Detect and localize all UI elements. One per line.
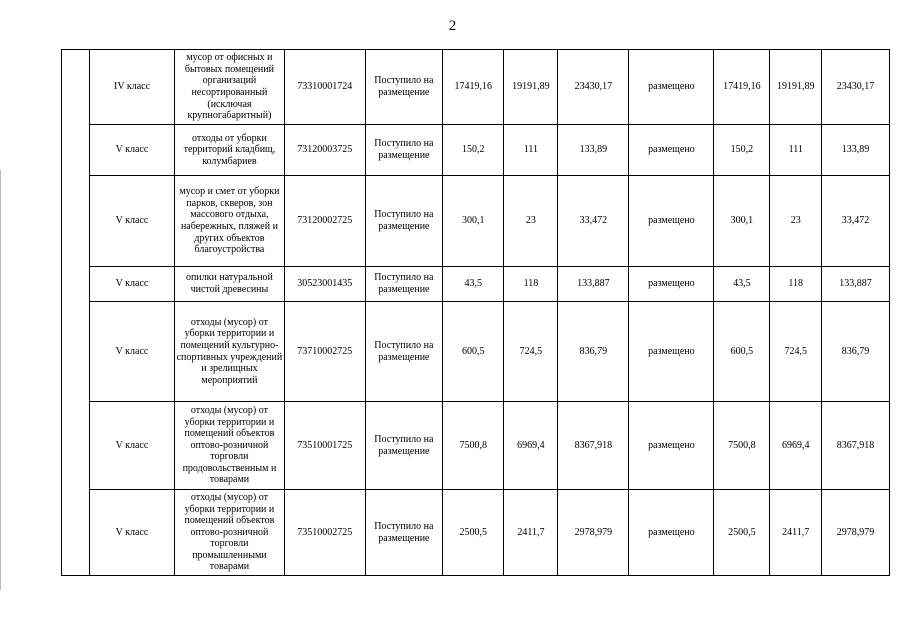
placed-value-1-cell: 150,2 xyxy=(714,125,770,176)
value-2-cell: 2411,7 xyxy=(504,490,558,576)
value-3-cell: 2978,979 xyxy=(558,490,629,576)
code-cell: 73510001725 xyxy=(284,402,365,490)
placed-value-2-cell: 19191,89 xyxy=(770,50,822,125)
class-cell: IV класс xyxy=(89,50,174,125)
value-1-cell: 17419,16 xyxy=(443,50,504,125)
code-cell: 73120003725 xyxy=(284,125,365,176)
placed-value-1-cell: 2500,5 xyxy=(714,490,770,576)
code-cell: 73310001724 xyxy=(284,50,365,125)
waste-table xyxy=(61,49,890,576)
placed-value-1-cell: 7500,8 xyxy=(714,402,770,490)
value-2-cell: 111 xyxy=(504,125,558,176)
value-3-cell: 133,89 xyxy=(558,125,629,176)
value-2-cell: 6969,4 xyxy=(504,402,558,490)
class-cell: V класс xyxy=(89,267,174,302)
value-2-cell: 19191,89 xyxy=(504,50,558,125)
value-3-cell: 33,472 xyxy=(558,176,629,267)
table-row xyxy=(62,176,890,267)
status-cell: Поступило на размещение xyxy=(365,490,443,576)
class-cell: V класс xyxy=(89,176,174,267)
table-row xyxy=(62,402,890,490)
value-3-cell: 23430,17 xyxy=(558,50,629,125)
placed-status-cell: размещено xyxy=(629,302,714,402)
placed-status-cell: размещено xyxy=(629,267,714,302)
placed-status-cell: размещено xyxy=(629,50,714,125)
placed-value-2-cell: 111 xyxy=(770,125,822,176)
placed-status-cell: размещено xyxy=(629,402,714,490)
placed-status-cell: размещено xyxy=(629,125,714,176)
merged-stub-cell xyxy=(62,50,90,576)
value-1-cell: 300,1 xyxy=(443,176,504,267)
placed-value-1-cell: 17419,16 xyxy=(714,50,770,125)
value-1-cell: 600,5 xyxy=(443,302,504,402)
value-2-cell: 23 xyxy=(504,176,558,267)
placed-status-cell: размещено xyxy=(629,176,714,267)
table-row xyxy=(62,267,890,302)
placed-value-3-cell: 23430,17 xyxy=(822,50,890,125)
description-cell: мусор и смет от уборки парков, скверов, зон массового отдыха, набережных, пляжей и других объектов благоустройства xyxy=(175,176,285,267)
table-row xyxy=(62,490,890,576)
placed-value-3-cell: 836,79 xyxy=(822,302,890,402)
placed-value-2-cell: 118 xyxy=(770,267,822,302)
value-1-cell: 2500,5 xyxy=(443,490,504,576)
value-1-cell: 43,5 xyxy=(443,267,504,302)
description-cell: отходы (мусор) от уборки территории и помещений объектов оптово-розничной торговли продовольственным и товарами xyxy=(175,402,285,490)
status-cell: Поступило на размещение xyxy=(365,267,443,302)
page-number: 2 xyxy=(448,18,457,34)
value-1-cell: 7500,8 xyxy=(443,402,504,490)
placed-value-2-cell: 6969,4 xyxy=(770,402,822,490)
table-row xyxy=(62,302,890,402)
code-cell: 73510002725 xyxy=(284,490,365,576)
value-2-cell: 118 xyxy=(504,267,558,302)
status-cell: Поступило на размещение xyxy=(365,50,443,125)
status-cell: Поступило на размещение xyxy=(365,125,443,176)
class-cell: V класс xyxy=(89,125,174,176)
value-3-cell: 133,887 xyxy=(558,267,629,302)
code-cell: 73710002725 xyxy=(284,302,365,402)
description-cell: опилки натуральной чистой древесины xyxy=(175,267,285,302)
placed-status-cell: размещено xyxy=(629,490,714,576)
description-cell: отходы (мусор) от уборки территории и помещений культурно-спортивных учреждений и зрелищных мероприятий xyxy=(175,302,285,402)
placed-value-2-cell: 2411,7 xyxy=(770,490,822,576)
description-cell: отходы от уборки территорий кладбищ, колумбариев xyxy=(175,125,285,176)
value-3-cell: 8367,918 xyxy=(558,402,629,490)
status-cell: Поступило на размещение xyxy=(365,402,443,490)
table-row xyxy=(62,125,890,176)
placed-value-2-cell: 724,5 xyxy=(770,302,822,402)
table-body xyxy=(62,50,890,576)
scan-edge-line xyxy=(0,170,1,590)
placed-value-3-cell: 133,887 xyxy=(822,267,890,302)
placed-value-3-cell: 133,89 xyxy=(822,125,890,176)
value-3-cell: 836,79 xyxy=(558,302,629,402)
placed-value-1-cell: 300,1 xyxy=(714,176,770,267)
placed-value-3-cell: 8367,918 xyxy=(822,402,890,490)
description-cell: отходы (мусор) от уборки территории и помещений объектов оптово-розничной торговли промышленными товарами xyxy=(175,490,285,576)
placed-value-2-cell: 23 xyxy=(770,176,822,267)
status-cell: Поступило на размещение xyxy=(365,302,443,402)
placed-value-3-cell: 2978,979 xyxy=(822,490,890,576)
value-2-cell: 724,5 xyxy=(504,302,558,402)
class-cell: V класс xyxy=(89,302,174,402)
table-row xyxy=(62,50,890,125)
placed-value-1-cell: 43,5 xyxy=(714,267,770,302)
class-cell: V класс xyxy=(89,402,174,490)
code-cell: 73120002725 xyxy=(284,176,365,267)
class-cell: V класс xyxy=(89,490,174,576)
status-cell: Поступило на размещение xyxy=(365,176,443,267)
value-1-cell: 150,2 xyxy=(443,125,504,176)
placed-value-1-cell: 600,5 xyxy=(714,302,770,402)
placed-value-3-cell: 33,472 xyxy=(822,176,890,267)
description-cell: мусор от офисных и бытовых помещений организаций несортированный (исключая крупногабаритный) xyxy=(175,50,285,125)
code-cell: 30523001435 xyxy=(284,267,365,302)
